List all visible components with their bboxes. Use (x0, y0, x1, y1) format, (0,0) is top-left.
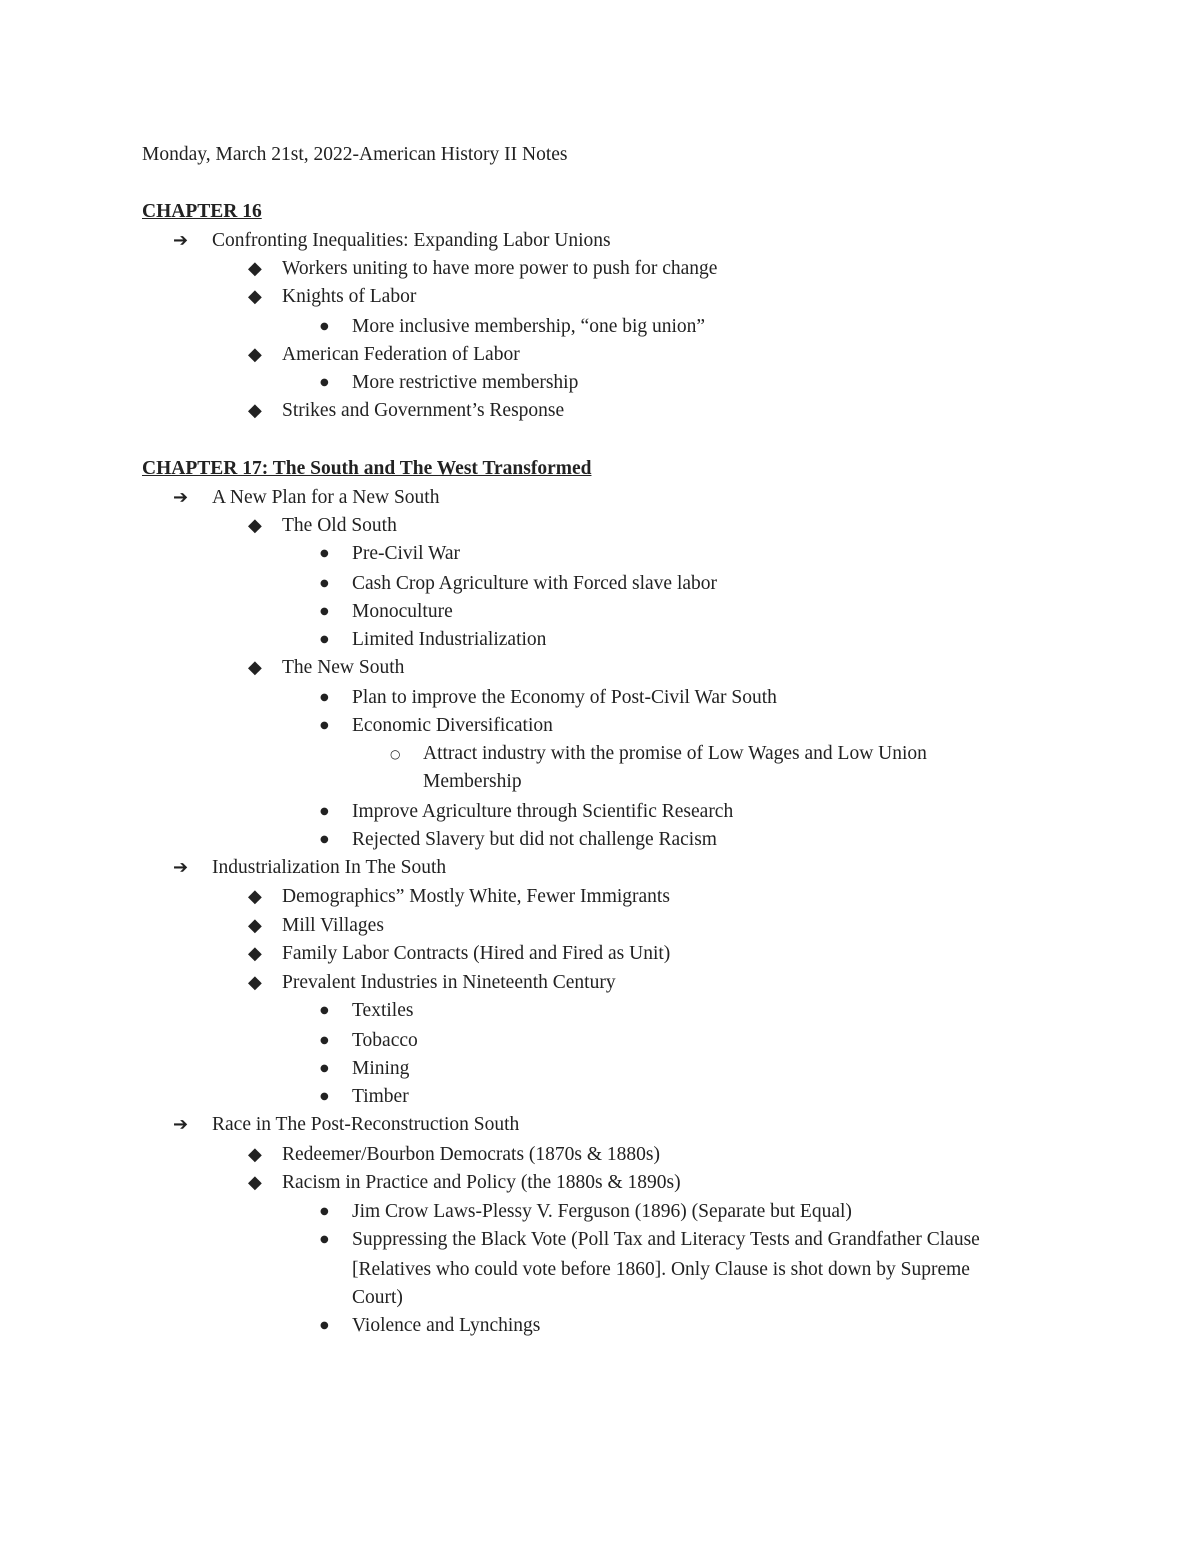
diamond-bullet-icon (248, 940, 262, 968)
circle-bullet-icon (390, 740, 400, 769)
dot-bullet-icon (320, 997, 329, 1025)
list-item: Cash Crop Agriculture with Forced slave labor (352, 573, 718, 594)
list-item-continuation: [Relatives who could vote before 1860]. Only Clause is shot down by Supreme (352, 1259, 970, 1280)
list-item: Confronting Inequalities: Expanding Labor Unions (212, 230, 611, 251)
dot-bullet-icon (320, 1083, 329, 1111)
diamond-bullet-icon (248, 654, 262, 682)
dot-bullet-icon (320, 1198, 329, 1226)
list-item: Economic Diversification (352, 715, 553, 736)
list-item: Pre-Civil War (352, 543, 461, 564)
list-item: Knights of Labor (282, 286, 417, 307)
diamond-bullet-icon (248, 512, 262, 540)
list-item: Strikes and Government’s Response (282, 400, 565, 421)
list-item: Plan to improve the Economy of Post-Civil War South (352, 687, 777, 708)
list-item: Violence and Lynchings (352, 1315, 541, 1336)
dot-bullet-icon (320, 1027, 329, 1055)
dot-bullet-icon (320, 626, 329, 654)
list-item: Race in The Post-Reconstruction South (212, 1114, 520, 1135)
list-item: Racism in Practice and Policy (the 1880s & 1890s) (282, 1172, 681, 1193)
list-item: Family Labor Contracts (Hired and Fired as Unit) (282, 943, 671, 964)
dot-bullet-icon (320, 1226, 329, 1254)
diamond-bullet-icon (248, 969, 262, 997)
list-item: Redeemer/Bourbon Democrats (1870s & 1880s) (282, 1144, 661, 1165)
dot-bullet-icon (320, 684, 329, 712)
list-item: Timber (352, 1086, 409, 1107)
diamond-bullet-icon (248, 283, 262, 311)
dot-bullet-icon (320, 826, 329, 854)
list-item: Improve Agriculture through Scientific Research (352, 801, 734, 822)
diamond-bullet-icon (248, 912, 262, 940)
dot-bullet-icon (320, 540, 329, 568)
arrow-bullet-icon (173, 854, 188, 882)
list-item: Prevalent Industries in Nineteenth Century (282, 972, 616, 993)
list-item: Mining (352, 1058, 410, 1079)
list-item: The New South (282, 657, 405, 678)
arrow-bullet-icon (173, 227, 188, 255)
list-item: Tobacco (352, 1030, 418, 1051)
diamond-bullet-icon (248, 1169, 262, 1197)
diamond-bullet-icon (248, 397, 262, 425)
arrow-bullet-icon (173, 484, 188, 512)
dot-bullet-icon (320, 798, 329, 826)
list-item: A New Plan for a New South (212, 487, 440, 508)
list-item: Suppressing the Black Vote (Poll Tax and Literacy Tests and Grandfather Clause (352, 1229, 980, 1250)
list-item-continuation: Membership (423, 771, 522, 792)
dot-bullet-icon (320, 313, 329, 341)
dot-bullet-icon (320, 598, 329, 626)
list-item: Textiles (352, 1000, 414, 1021)
list-item: Jim Crow Laws-Plessy V. Ferguson (1896) (Separate but Equal) (352, 1201, 852, 1222)
document-title: Monday, March 21st, 2022-American History II Notes (142, 144, 568, 165)
diamond-bullet-icon (248, 883, 262, 911)
list-item: American Federation of Labor (282, 344, 520, 365)
chapter-16-heading: CHAPTER 16 (142, 201, 262, 222)
list-item: Monoculture (352, 601, 453, 622)
list-item: Mill Villages (282, 915, 384, 936)
dot-bullet-icon (320, 570, 329, 598)
arrow-bullet-icon (173, 1111, 188, 1139)
dot-bullet-icon (320, 1312, 329, 1340)
dot-bullet-icon (320, 712, 329, 740)
dot-bullet-icon (320, 369, 329, 397)
diamond-bullet-icon (248, 255, 262, 283)
list-item: Industrialization In The South (212, 857, 447, 878)
list-item: More restrictive membership (352, 372, 579, 393)
list-item: Workers uniting to have more power to push for change (282, 258, 718, 279)
list-item: Attract industry with the promise of Low Wages and Low Union (423, 743, 927, 764)
list-item: Demographics” Mostly White, Fewer Immigrants (282, 886, 670, 907)
diamond-bullet-icon (248, 1141, 262, 1169)
list-item: The Old South (282, 515, 397, 536)
list-item: Rejected Slavery but did not challenge Racism (352, 829, 717, 850)
dot-bullet-icon (320, 1055, 329, 1083)
list-item-continuation: Court) (352, 1287, 403, 1308)
list-item: More inclusive membership, “one big union” (352, 316, 706, 337)
chapter-17-heading: CHAPTER 17: The South and The West Transformed (142, 458, 592, 479)
list-item: Limited Industrialization (352, 629, 547, 650)
diamond-bullet-icon (248, 341, 262, 369)
